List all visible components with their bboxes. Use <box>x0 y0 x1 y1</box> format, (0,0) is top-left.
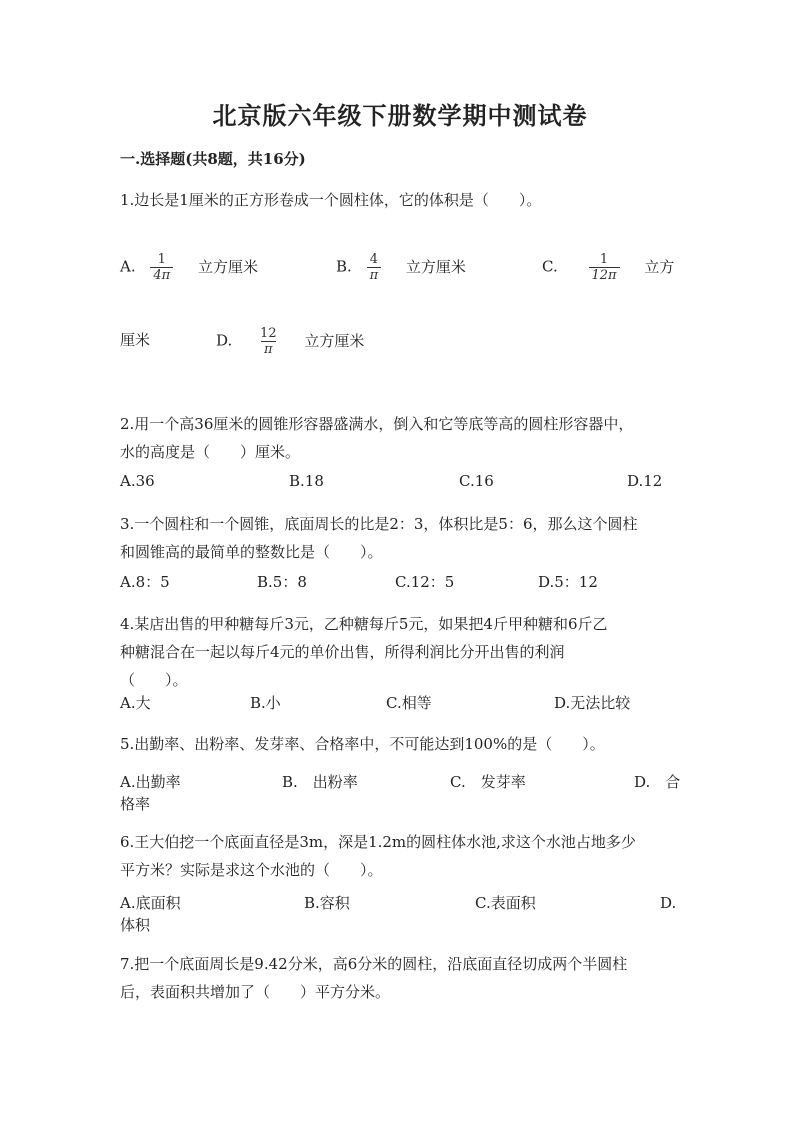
question-1-options-row-1 <box>120 252 680 283</box>
option-d-continued: 体积 <box>120 916 151 934</box>
fraction-numerator: 1 <box>157 252 166 267</box>
question-6 <box>120 828 680 884</box>
question-2-line-2: 水的高度是（ ）厘米。 <box>120 443 301 461</box>
option-d[interactable]: D. <box>660 894 677 912</box>
section-heading: 一.选择题(共8题，共16分) <box>120 150 306 168</box>
option-b-label: B. <box>336 257 352 276</box>
option-c-label: C. <box>542 257 558 276</box>
question-2 <box>120 410 680 466</box>
fraction-denominator: 12π <box>589 267 620 283</box>
option-c[interactable] <box>542 252 674 283</box>
option-a-label: A. <box>120 257 136 276</box>
question-3-line-1: 3.一个圆柱和一个圆锥，底面周长的比是2：3，体积比是5：6，那么这个圆柱 <box>120 515 638 533</box>
option-d[interactable]: D.5：12 <box>538 573 598 591</box>
option-c[interactable]: C.相等 <box>386 694 432 712</box>
question-6-line-1: 6.王大伯挖一个底面直径是3m，深是1.2m的圆柱体水池,求这个水池占地多少 <box>120 833 636 851</box>
option-b-unit: 立方厘米 <box>405 257 466 276</box>
page-title: 北京版六年级下册数学期中测试卷 <box>212 101 588 130</box>
fraction-denominator: π <box>367 267 382 283</box>
option-c-unit: 立方 <box>644 257 675 276</box>
question-5: 5.出勤率、出粉率、发芽率、合格率中，不可能达到100%的是（ ）。 <box>120 735 605 753</box>
option-d-continued: 格率 <box>120 795 151 813</box>
option-b[interactable] <box>336 252 466 283</box>
option-a[interactable]: A.36 <box>120 472 155 490</box>
question-5-options <box>120 768 680 796</box>
question-4-line-1: 4.某店出售的甲种糖每斤3元，乙种糖每斤5元，如果把4斤甲种糖和6斤乙 <box>120 615 608 633</box>
option-a-unit: 立方厘米 <box>198 257 259 276</box>
option-d-label: D. <box>216 331 233 350</box>
fraction-b <box>367 252 382 283</box>
option-c[interactable]: C. 发芽率 <box>450 773 526 791</box>
option-a[interactable]: A.8：5 <box>120 573 170 591</box>
question-6-line-2: 平方米？实际是求这个水池的（ ）。 <box>120 861 383 879</box>
question-7-line-1: 7.把一个底面周长是9.42分米，高6分米的圆柱，沿底面直径切成两个半圆柱 <box>120 955 628 973</box>
option-b[interactable]: B.5：8 <box>257 573 307 591</box>
question-4-line-3: （ ）。 <box>120 671 188 689</box>
option-b[interactable]: B.容积 <box>304 894 350 912</box>
question-4-line-2: 种糖混合在一起以每斤4元的单价出售，所得利润比分开出售的利润 <box>120 643 565 661</box>
fraction-numerator: 1 <box>599 252 609 267</box>
option-d-unit: 立方厘米 <box>304 331 365 350</box>
option-d[interactable] <box>216 326 364 357</box>
question-3-options <box>120 568 680 596</box>
question-2-line-1: 2.用一个高36厘米的圆锥形容器盛满水，倒入和它等底等高的圆柱形容器中， <box>120 415 634 433</box>
option-b[interactable]: B.小 <box>250 694 281 712</box>
fraction-denominator: π <box>261 341 276 357</box>
fraction-numerator: 4 <box>369 252 378 267</box>
question-3 <box>120 510 680 566</box>
question-7 <box>120 950 680 1006</box>
option-d[interactable]: D.12 <box>627 472 663 490</box>
fraction-numerator: 12 <box>260 326 277 341</box>
option-a[interactable]: A.底面积 <box>120 894 181 912</box>
option-a[interactable]: A.大 <box>120 694 151 712</box>
option-c[interactable]: C.16 <box>459 472 494 490</box>
fraction-d <box>257 326 280 357</box>
option-c[interactable]: C.表面积 <box>475 894 536 912</box>
question-4 <box>120 610 680 694</box>
option-a[interactable]: A.出勤率 <box>120 773 181 791</box>
option-d[interactable]: D. 合 <box>634 773 681 791</box>
question-3-line-2: 和圆锥高的最简单的整数比是（ ）。 <box>120 543 383 561</box>
option-a[interactable] <box>120 252 258 283</box>
fraction-denominator: 4π <box>150 267 173 283</box>
question-7-line-2: 后，表面积共增加了（ ）平方分米。 <box>120 983 391 1001</box>
question-6-options <box>120 889 680 917</box>
option-b[interactable]: B. 出粉率 <box>282 773 358 791</box>
question-2-options <box>120 467 680 495</box>
option-b[interactable]: B.18 <box>289 472 324 490</box>
option-c-unit-continued: 厘米 <box>120 331 151 349</box>
fraction-a <box>150 252 173 283</box>
question-1-options-row-2 <box>120 326 680 357</box>
option-c[interactable]: C.12：5 <box>395 573 455 591</box>
fraction-c <box>589 252 620 283</box>
option-d[interactable]: D.无法比较 <box>554 694 631 712</box>
question-4-options <box>120 689 680 717</box>
question-1: 1.边长是1厘米的正方形卷成一个圆柱体，它的体积是（ ）。 <box>120 191 542 209</box>
